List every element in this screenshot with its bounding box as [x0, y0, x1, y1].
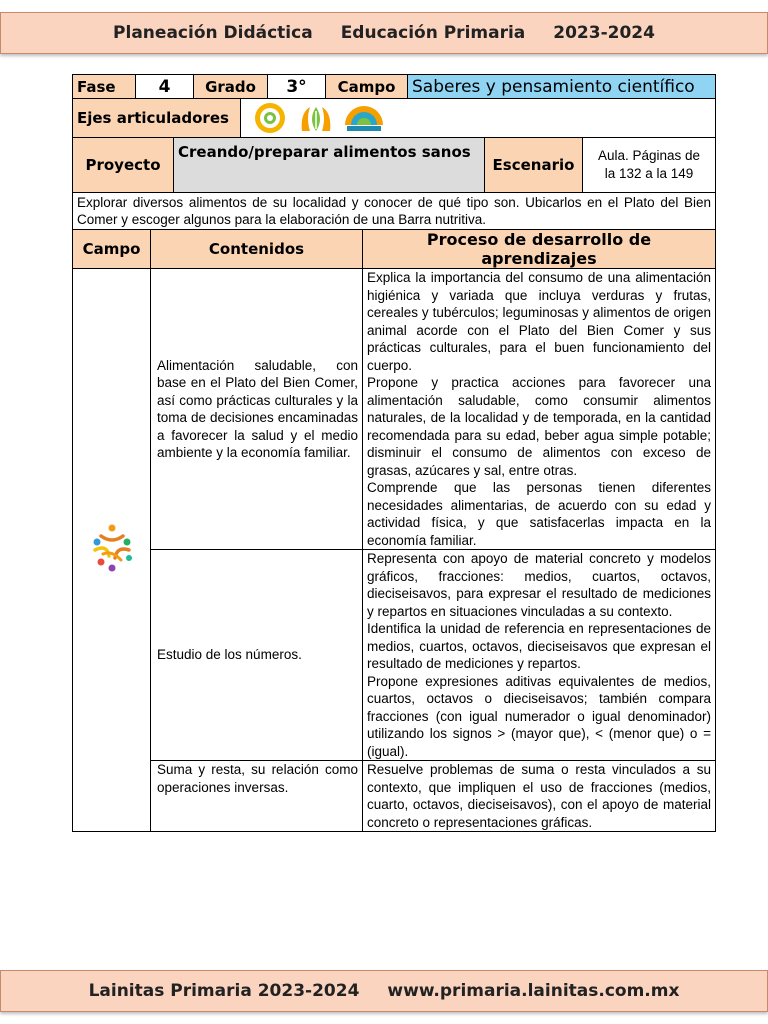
contenido-cell: Suma y resta, su relación como operaciones inversas. [151, 761, 363, 832]
col-header-contenidos: Contenidos [151, 230, 363, 269]
proyecto-value: Creando/preparar alimentos sanos [174, 138, 485, 193]
escenario-label: Escenario [485, 138, 583, 193]
proceso-item: Resuelve problemas de suma o resta vinculados a su contexto, que impliquen el uso de fracciones (medios, cuarto, octavos, dieciseisavos), con el apoyo de material concreto o representaciones gráficas. [367, 762, 711, 830]
contenido-cell: Estudio de los números. [151, 550, 363, 761]
project-description: Explorar diversos alimentos de su localidad y conocer de qué tipo son. Ubicarlos en el Plato del Bien Comer y escoger algunos para la elaboración de una Barra nutritiva. [73, 193, 716, 230]
ejes-icons [241, 99, 716, 138]
content-table [72, 229, 716, 832]
header-title: Planeación Didáctica [113, 23, 313, 43]
footer-brand: Lainitas Primaria 2023-2024 [88, 981, 360, 1001]
info-row-fase [72, 74, 716, 99]
table-row [73, 550, 716, 761]
ring-eje-icon [253, 101, 287, 135]
grado-label: Grado [194, 75, 268, 99]
info-row-description [72, 192, 716, 230]
procesos-cell [363, 269, 716, 550]
campo-label: Campo [326, 75, 408, 99]
header-banner [0, 12, 768, 54]
rainbow-eje-icon [343, 101, 385, 135]
proyecto-label: Proyecto [73, 138, 174, 193]
campo-people-icon [87, 522, 137, 574]
info-row-proyecto [72, 137, 716, 193]
proceso-item: Representa con apoyo de material concreto y modelos gráficos, fracciones: medios, cuartos, octavos, dieciseisavos, para expresar el resultado de mediciones y repartos en situaciones vinculadas a su contexto. [367, 551, 711, 619]
campo-value: Saberes y pensamiento científico [408, 75, 716, 99]
proceso-item: Explica la importancia del consumo de una alimentación higiénica y variada que incluya verduras y frutas, cereales y tubérculos; leguminosas y alimentos de origen animal acorde con el Plato del Bien Comer y sus prácticas culturales, para el buen funcionamiento del cuerpo. [367, 270, 711, 373]
proceso-item: Propone expresiones aditivas equivalentes de medios, cuartos, octavos o dieciseisavos; también compara fracciones (con igual numerador o igual denominador) utilizando los signos > (mayor que), < (menor que) o = (igual). [367, 673, 711, 759]
header-level: Educación Primaria [340, 23, 526, 43]
campo-cell [73, 269, 151, 832]
procesos-cell [363, 761, 716, 832]
content-table-header [73, 230, 716, 269]
info-row-ejes [72, 98, 716, 138]
procesos-cell [363, 550, 716, 761]
escenario-value: Aula. Páginas de la 132 a la 149 [583, 138, 716, 193]
grado-value: 3° [268, 75, 326, 99]
proceso-item: Propone y practica acciones para favorecer una alimentación saludable, como consumir alimentos naturales, de la localidad y de temporada, en la cantidad recomendada para su edad, beber agua simple potable; disminuir el consumo de alimentos con exceso de grasas, azúcares y sal, entre otras. [367, 375, 711, 478]
table-row [73, 269, 716, 550]
proceso-item: Identifica la unidad de referencia en representaciones de medios, cuartos, octavos, dieciseisavos que expresan el resultado de mediciones y repartos. [367, 621, 711, 671]
col-header-campo: Campo [73, 230, 151, 269]
proceso-item: Comprende que las personas tienen diferentes necesidades alimentarias, de acuerdo con su edad y actividad física, y que satisfacerlas impacta en la economía familiar. [367, 480, 711, 548]
footer-url[interactable]: www.primaria.lainitas.com.mx [387, 981, 680, 1001]
ejes-label: Ejes articuladores [73, 99, 241, 138]
footer-banner [0, 970, 768, 1012]
fase-value: 4 [136, 75, 194, 99]
header-year: 2023-2024 [553, 23, 655, 43]
table-row [73, 761, 716, 832]
col-header-procesos: Proceso de desarrollo de aprendizajes [363, 230, 716, 269]
planning-sheet [72, 74, 716, 832]
hands-plant-eje-icon [298, 101, 334, 135]
fase-label: Fase [73, 75, 136, 99]
contenido-cell: Alimentación saludable, con base en el Plato del Bien Comer, así como prácticas culturales y la toma de decisiones encaminadas a favorecer la salud y el medio ambiente y la economía familiar. [151, 269, 363, 550]
